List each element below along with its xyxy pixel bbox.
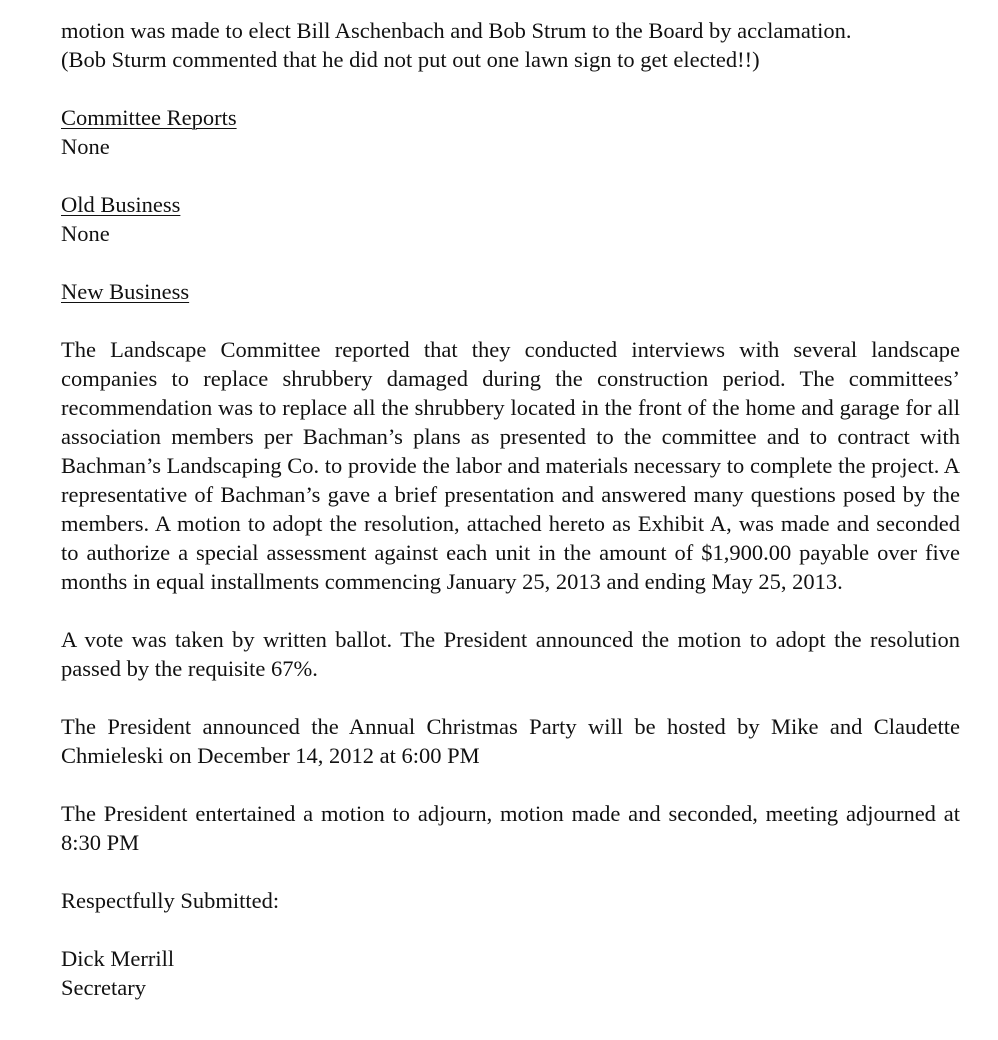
spacer [61,683,960,712]
respectfully-submitted: Respectfully Submitted: [61,888,280,913]
old-business-heading: Old Business [61,192,181,217]
spacer [61,770,960,799]
spacer [61,915,960,944]
spacer [61,161,960,190]
election-line-2: (Bob Sturm commented that he did not put out one lawn sign to get elected!!) [61,47,760,72]
old-business-body: None [61,221,110,246]
new-business-heading: New Business [61,279,190,304]
spacer [61,596,960,625]
signatory-name: Dick Merrill [61,946,175,971]
christmas-party-paragraph: The President announced the Annual Christmas Party will be hosted by Mike and Claudette Chmieleski on December 14, 2012 at 6:00 PM [61,714,960,768]
election-paragraph [61,16,960,74]
committee-reports-body: None [61,134,110,159]
spacer [61,74,960,103]
spacer [61,248,960,277]
election-line-1: motion was made to elect Bill Aschenbach and Bob Strum to the Board by acclamation. [61,18,852,43]
vote-paragraph: A vote was taken by written ballot. The President announced the motion to adopt the resolution passed by the requisite 67%. [61,627,960,681]
spacer [61,306,960,335]
landscape-committee-paragraph: The Landscape Committee reported that they conducted interviews with several landscape companies to replace shrubbery damaged during the construction period. The committees’ recommendation was to replace all the shrubbery located in the front of the home and garage for all association members per Bachman’s plans as presented to the committee and to contract with Bachman’s Landscaping Co. to provide the labor and materials necessary to complete the project. A representative of Bachman’s gave a brief presentation and answered many questions posed by the members. A motion to adopt the resolution, attached hereto as Exhibit A, was made and seconded to authorize a special assessment against each unit in the amount of $1,900.00 payable over five months in equal installments commencing January 25, 2013 and ending May 25, 2013. [61,337,960,594]
signatory-title: Secretary [61,975,146,1000]
committee-reports-heading: Committee Reports [61,105,237,130]
minutes-page [61,16,960,1002]
adjournment-paragraph: The President entertained a motion to adjourn, motion made and seconded, meeting adjourned at 8:30 PM [61,801,960,855]
spacer [61,857,960,886]
